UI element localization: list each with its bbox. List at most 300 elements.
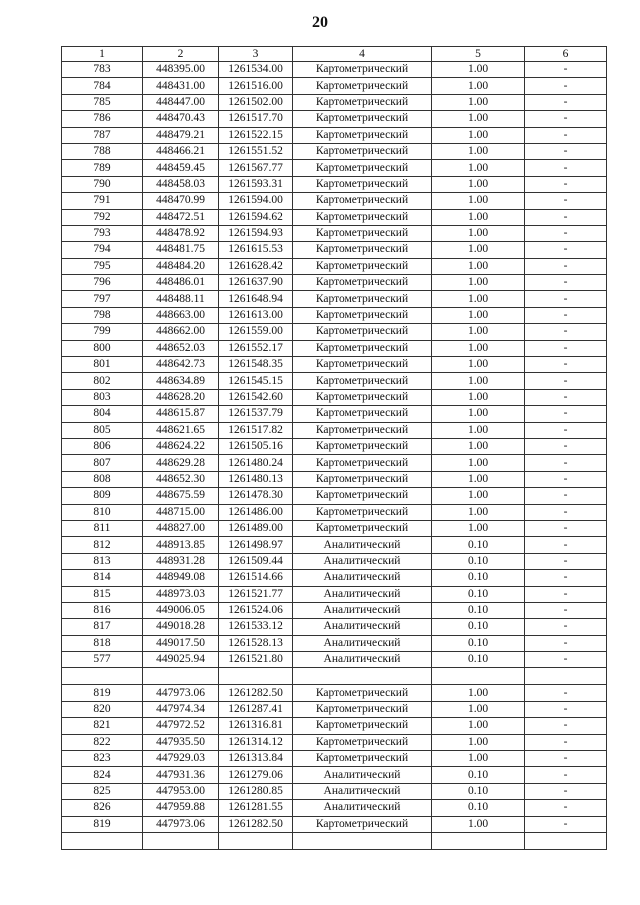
table-row xyxy=(62,406,607,422)
x-coordinate-cell: 448642.73 xyxy=(143,357,219,373)
method-cell: Картометрический xyxy=(293,455,432,471)
x-coordinate-cell: 449006.05 xyxy=(143,602,219,618)
empty-cell xyxy=(143,832,219,849)
table-row xyxy=(62,652,607,668)
note-cell: - xyxy=(525,438,607,454)
table-row xyxy=(62,701,607,717)
accuracy-cell: 1.00 xyxy=(432,406,525,422)
method-cell: Картометрический xyxy=(293,504,432,520)
note-cell: - xyxy=(525,340,607,356)
table-row xyxy=(62,111,607,127)
point-number-cell: 789 xyxy=(62,160,143,176)
x-coordinate-cell: 448629.28 xyxy=(143,455,219,471)
x-coordinate-cell: 448652.30 xyxy=(143,471,219,487)
y-coordinate-cell: 1261521.80 xyxy=(219,652,293,668)
table-row xyxy=(62,258,607,274)
method-cell: Аналитический xyxy=(293,619,432,635)
table-row xyxy=(62,751,607,767)
accuracy-cell: 1.00 xyxy=(432,242,525,258)
point-number-cell: 790 xyxy=(62,176,143,192)
accuracy-cell: 1.00 xyxy=(432,193,525,209)
method-cell: Картометрический xyxy=(293,225,432,241)
accuracy-cell: 1.00 xyxy=(432,324,525,340)
table-row xyxy=(62,783,607,799)
point-number-cell: 820 xyxy=(62,701,143,717)
x-coordinate-cell: 448458.03 xyxy=(143,176,219,192)
note-cell: - xyxy=(525,373,607,389)
note-cell: - xyxy=(525,471,607,487)
method-cell: Картометрический xyxy=(293,193,432,209)
method-cell: Картометрический xyxy=(293,160,432,176)
table-row xyxy=(62,324,607,340)
note-cell: - xyxy=(525,504,607,520)
y-coordinate-cell: 1261316.81 xyxy=(219,718,293,734)
point-number-cell: 795 xyxy=(62,258,143,274)
x-coordinate-cell: 448466.21 xyxy=(143,143,219,159)
y-coordinate-cell: 1261534.00 xyxy=(219,62,293,78)
x-coordinate-cell: 448652.03 xyxy=(143,340,219,356)
x-coordinate-cell: 448931.28 xyxy=(143,553,219,569)
point-number-cell: 815 xyxy=(62,586,143,602)
y-coordinate-cell: 1261521.77 xyxy=(219,586,293,602)
table-row xyxy=(62,422,607,438)
accuracy-cell: 0.10 xyxy=(432,619,525,635)
x-coordinate-cell: 448662.00 xyxy=(143,324,219,340)
note-cell: - xyxy=(525,275,607,291)
empty-cell xyxy=(62,832,143,849)
point-number-cell: 816 xyxy=(62,602,143,618)
note-cell: - xyxy=(525,718,607,734)
point-number-cell: 823 xyxy=(62,751,143,767)
x-coordinate-cell: 448634.89 xyxy=(143,373,219,389)
accuracy-cell: 1.00 xyxy=(432,258,525,274)
y-coordinate-cell: 1261533.12 xyxy=(219,619,293,635)
point-number-cell: 796 xyxy=(62,275,143,291)
accuracy-cell: 1.00 xyxy=(432,455,525,471)
table-row xyxy=(62,586,607,602)
accuracy-cell: 1.00 xyxy=(432,340,525,356)
column-header: 5 xyxy=(432,47,525,62)
x-coordinate-cell: 448628.20 xyxy=(143,389,219,405)
y-coordinate-cell: 1261522.15 xyxy=(219,127,293,143)
method-cell: Картометрический xyxy=(293,438,432,454)
accuracy-cell: 1.00 xyxy=(432,291,525,307)
table-row xyxy=(62,455,607,471)
point-number-cell: 826 xyxy=(62,800,143,816)
note-cell: - xyxy=(525,701,607,717)
method-cell: Картометрический xyxy=(293,357,432,373)
table-row xyxy=(62,800,607,816)
y-coordinate-cell: 1261489.00 xyxy=(219,520,293,536)
point-number-cell: 807 xyxy=(62,455,143,471)
note-cell: - xyxy=(525,324,607,340)
y-coordinate-cell: 1261615.53 xyxy=(219,242,293,258)
note-cell: - xyxy=(525,78,607,94)
method-cell: Картометрический xyxy=(293,520,432,536)
table-row xyxy=(62,488,607,504)
table-row xyxy=(62,373,607,389)
table-row xyxy=(62,537,607,553)
table-row xyxy=(62,275,607,291)
x-coordinate-cell: 447959.88 xyxy=(143,800,219,816)
method-cell: Картометрический xyxy=(293,78,432,94)
method-cell: Картометрический xyxy=(293,389,432,405)
point-number-cell: 793 xyxy=(62,225,143,241)
y-coordinate-cell: 1261567.77 xyxy=(219,160,293,176)
note-cell: - xyxy=(525,160,607,176)
point-number-cell: 819 xyxy=(62,685,143,701)
y-coordinate-cell: 1261281.55 xyxy=(219,800,293,816)
x-coordinate-cell: 449018.28 xyxy=(143,619,219,635)
x-coordinate-cell: 448913.85 xyxy=(143,537,219,553)
y-coordinate-cell: 1261517.70 xyxy=(219,111,293,127)
x-coordinate-cell: 448484.20 xyxy=(143,258,219,274)
accuracy-cell: 1.00 xyxy=(432,718,525,734)
y-coordinate-cell: 1261498.97 xyxy=(219,537,293,553)
point-number-cell: 801 xyxy=(62,357,143,373)
y-coordinate-cell: 1261551.52 xyxy=(219,143,293,159)
point-number-cell: 818 xyxy=(62,635,143,651)
x-coordinate-cell: 448973.03 xyxy=(143,586,219,602)
y-coordinate-cell: 1261279.06 xyxy=(219,767,293,783)
note-cell: - xyxy=(525,143,607,159)
accuracy-cell: 0.10 xyxy=(432,586,525,602)
coordinates-table xyxy=(61,46,607,850)
note-cell: - xyxy=(525,422,607,438)
accuracy-cell: 0.10 xyxy=(432,783,525,799)
point-number-cell: 797 xyxy=(62,291,143,307)
x-coordinate-cell: 448395.00 xyxy=(143,62,219,78)
point-number-cell: 800 xyxy=(62,340,143,356)
point-number-cell: 822 xyxy=(62,734,143,750)
empty-cell xyxy=(219,832,293,849)
x-coordinate-cell: 447931.36 xyxy=(143,767,219,783)
point-number-cell: 804 xyxy=(62,406,143,422)
point-number-cell: 814 xyxy=(62,570,143,586)
point-number-cell: 824 xyxy=(62,767,143,783)
empty-cell xyxy=(525,668,607,685)
table-row xyxy=(62,193,607,209)
point-number-cell: 784 xyxy=(62,78,143,94)
accuracy-cell: 1.00 xyxy=(432,176,525,192)
x-coordinate-cell: 448615.87 xyxy=(143,406,219,422)
accuracy-cell: 1.00 xyxy=(432,78,525,94)
table-row xyxy=(62,438,607,454)
empty-cell xyxy=(219,668,293,685)
point-number-cell: 787 xyxy=(62,127,143,143)
note-cell: - xyxy=(525,455,607,471)
method-cell: Картометрический xyxy=(293,275,432,291)
table-row xyxy=(62,127,607,143)
table-row xyxy=(62,471,607,487)
table-row xyxy=(62,718,607,734)
y-coordinate-cell: 1261548.35 xyxy=(219,357,293,373)
note-cell: - xyxy=(525,635,607,651)
y-coordinate-cell: 1261537.79 xyxy=(219,406,293,422)
accuracy-cell: 1.00 xyxy=(432,734,525,750)
note-cell: - xyxy=(525,685,607,701)
y-coordinate-cell: 1261313.84 xyxy=(219,751,293,767)
x-coordinate-cell: 448621.65 xyxy=(143,422,219,438)
accuracy-cell: 1.00 xyxy=(432,816,525,832)
accuracy-cell: 0.10 xyxy=(432,652,525,668)
accuracy-cell: 1.00 xyxy=(432,438,525,454)
y-coordinate-cell: 1261594.62 xyxy=(219,209,293,225)
accuracy-cell: 1.00 xyxy=(432,504,525,520)
x-coordinate-cell: 448447.00 xyxy=(143,94,219,110)
method-cell: Аналитический xyxy=(293,553,432,569)
method-cell: Картометрический xyxy=(293,488,432,504)
note-cell: - xyxy=(525,127,607,143)
accuracy-cell: 1.00 xyxy=(432,488,525,504)
accuracy-cell: 1.00 xyxy=(432,160,525,176)
table-row xyxy=(62,389,607,405)
accuracy-cell: 1.00 xyxy=(432,685,525,701)
y-coordinate-cell: 1261516.00 xyxy=(219,78,293,94)
table-row xyxy=(62,62,607,78)
note-cell: - xyxy=(525,553,607,569)
note-cell: - xyxy=(525,258,607,274)
point-number-cell: 813 xyxy=(62,553,143,569)
accuracy-cell: 0.10 xyxy=(432,767,525,783)
empty-cell xyxy=(293,668,432,685)
accuracy-cell: 1.00 xyxy=(432,751,525,767)
method-cell: Картометрический xyxy=(293,718,432,734)
empty-cell xyxy=(62,668,143,685)
point-number-cell: 806 xyxy=(62,438,143,454)
table-row xyxy=(62,307,607,323)
x-coordinate-cell: 447935.50 xyxy=(143,734,219,750)
point-number-cell: 805 xyxy=(62,422,143,438)
x-coordinate-cell: 448459.45 xyxy=(143,160,219,176)
empty-cell xyxy=(432,668,525,685)
method-cell: Аналитический xyxy=(293,586,432,602)
note-cell: - xyxy=(525,602,607,618)
x-coordinate-cell: 448470.99 xyxy=(143,193,219,209)
point-number-cell: 803 xyxy=(62,389,143,405)
method-cell: Картометрический xyxy=(293,209,432,225)
method-cell: Картометрический xyxy=(293,422,432,438)
x-coordinate-cell: 448715.00 xyxy=(143,504,219,520)
accuracy-cell: 1.00 xyxy=(432,357,525,373)
page-number: 20 xyxy=(312,14,328,31)
x-coordinate-cell: 448488.11 xyxy=(143,291,219,307)
x-coordinate-cell: 447972.52 xyxy=(143,718,219,734)
table-header-row xyxy=(62,47,607,62)
x-coordinate-cell: 447973.06 xyxy=(143,685,219,701)
note-cell: - xyxy=(525,209,607,225)
empty-cell xyxy=(293,832,432,849)
method-cell: Картометрический xyxy=(293,307,432,323)
x-coordinate-cell: 447953.00 xyxy=(143,783,219,799)
note-cell: - xyxy=(525,652,607,668)
method-cell: Картометрический xyxy=(293,242,432,258)
table-row xyxy=(62,209,607,225)
method-cell: Картометрический xyxy=(293,62,432,78)
table-row xyxy=(62,357,607,373)
accuracy-cell: 1.00 xyxy=(432,701,525,717)
accuracy-cell: 1.00 xyxy=(432,422,525,438)
method-cell: Аналитический xyxy=(293,635,432,651)
method-cell: Картометрический xyxy=(293,373,432,389)
y-coordinate-cell: 1261594.93 xyxy=(219,225,293,241)
method-cell: Картометрический xyxy=(293,471,432,487)
method-cell: Картометрический xyxy=(293,701,432,717)
accuracy-cell: 1.00 xyxy=(432,275,525,291)
y-coordinate-cell: 1261594.00 xyxy=(219,193,293,209)
y-coordinate-cell: 1261517.82 xyxy=(219,422,293,438)
x-coordinate-cell: 448624.22 xyxy=(143,438,219,454)
note-cell: - xyxy=(525,242,607,258)
table-row xyxy=(62,553,607,569)
y-coordinate-cell: 1261528.13 xyxy=(219,635,293,651)
method-cell: Картометрический xyxy=(293,685,432,701)
accuracy-cell: 1.00 xyxy=(432,94,525,110)
note-cell: - xyxy=(525,94,607,110)
column-header: 2 xyxy=(143,47,219,62)
table-row xyxy=(62,242,607,258)
accuracy-cell: 1.00 xyxy=(432,307,525,323)
table-row xyxy=(62,143,607,159)
x-coordinate-cell: 448472.51 xyxy=(143,209,219,225)
note-cell: - xyxy=(525,176,607,192)
table-row xyxy=(62,176,607,192)
x-coordinate-cell: 447974.34 xyxy=(143,701,219,717)
x-coordinate-cell: 448486.01 xyxy=(143,275,219,291)
x-coordinate-cell: 448481.75 xyxy=(143,242,219,258)
y-coordinate-cell: 1261505.16 xyxy=(219,438,293,454)
note-cell: - xyxy=(525,307,607,323)
table-row xyxy=(62,504,607,520)
accuracy-cell: 0.10 xyxy=(432,800,525,816)
x-coordinate-cell: 449025.94 xyxy=(143,652,219,668)
point-number-cell: 810 xyxy=(62,504,143,520)
point-number-cell: 809 xyxy=(62,488,143,504)
note-cell: - xyxy=(525,586,607,602)
point-number-cell: 799 xyxy=(62,324,143,340)
x-coordinate-cell: 447973.06 xyxy=(143,816,219,832)
y-coordinate-cell: 1261478.30 xyxy=(219,488,293,504)
y-coordinate-cell: 1261282.50 xyxy=(219,685,293,701)
point-number-cell: 819 xyxy=(62,816,143,832)
x-coordinate-cell: 448470.43 xyxy=(143,111,219,127)
method-cell: Аналитический xyxy=(293,652,432,668)
y-coordinate-cell: 1261287.41 xyxy=(219,701,293,717)
note-cell: - xyxy=(525,406,607,422)
table-row xyxy=(62,94,607,110)
accuracy-cell: 0.10 xyxy=(432,635,525,651)
point-number-cell: 802 xyxy=(62,373,143,389)
note-cell: - xyxy=(525,800,607,816)
y-coordinate-cell: 1261314.12 xyxy=(219,734,293,750)
x-coordinate-cell: 449017.50 xyxy=(143,635,219,651)
method-cell: Аналитический xyxy=(293,602,432,618)
note-cell: - xyxy=(525,520,607,536)
accuracy-cell: 1.00 xyxy=(432,225,525,241)
y-coordinate-cell: 1261542.60 xyxy=(219,389,293,405)
x-coordinate-cell: 448663.00 xyxy=(143,307,219,323)
accuracy-cell: 1.00 xyxy=(432,471,525,487)
accuracy-cell: 1.00 xyxy=(432,127,525,143)
y-coordinate-cell: 1261637.90 xyxy=(219,275,293,291)
accuracy-cell: 1.00 xyxy=(432,373,525,389)
y-coordinate-cell: 1261648.94 xyxy=(219,291,293,307)
y-coordinate-cell: 1261480.13 xyxy=(219,471,293,487)
point-number-cell: 808 xyxy=(62,471,143,487)
y-coordinate-cell: 1261486.00 xyxy=(219,504,293,520)
point-number-cell: 821 xyxy=(62,718,143,734)
column-header: 6 xyxy=(525,47,607,62)
note-cell: - xyxy=(525,783,607,799)
method-cell: Картометрический xyxy=(293,816,432,832)
method-cell: Аналитический xyxy=(293,767,432,783)
x-coordinate-cell: 448949.08 xyxy=(143,570,219,586)
table-row xyxy=(62,685,607,701)
point-number-cell: 811 xyxy=(62,520,143,536)
method-cell: Аналитический xyxy=(293,800,432,816)
note-cell: - xyxy=(525,225,607,241)
table-row xyxy=(62,602,607,618)
y-coordinate-cell: 1261480.24 xyxy=(219,455,293,471)
x-coordinate-cell: 447929.03 xyxy=(143,751,219,767)
method-cell: Аналитический xyxy=(293,570,432,586)
y-coordinate-cell: 1261628.42 xyxy=(219,258,293,274)
point-number-cell: 785 xyxy=(62,94,143,110)
column-header: 3 xyxy=(219,47,293,62)
note-cell: - xyxy=(525,111,607,127)
note-cell: - xyxy=(525,488,607,504)
x-coordinate-cell: 448431.00 xyxy=(143,78,219,94)
y-coordinate-cell: 1261613.00 xyxy=(219,307,293,323)
note-cell: - xyxy=(525,62,607,78)
y-coordinate-cell: 1261509.44 xyxy=(219,553,293,569)
note-cell: - xyxy=(525,193,607,209)
table-row xyxy=(62,767,607,783)
accuracy-cell: 1.00 xyxy=(432,62,525,78)
x-coordinate-cell: 448479.21 xyxy=(143,127,219,143)
empty-cell xyxy=(525,832,607,849)
note-cell: - xyxy=(525,619,607,635)
method-cell: Аналитический xyxy=(293,783,432,799)
table-row xyxy=(62,520,607,536)
method-cell: Картометрический xyxy=(293,111,432,127)
x-coordinate-cell: 448827.00 xyxy=(143,520,219,536)
method-cell: Картометрический xyxy=(293,324,432,340)
empty-cell xyxy=(432,832,525,849)
method-cell: Картометрический xyxy=(293,127,432,143)
point-number-cell: 792 xyxy=(62,209,143,225)
note-cell: - xyxy=(525,570,607,586)
x-coordinate-cell: 448675.59 xyxy=(143,488,219,504)
note-cell: - xyxy=(525,816,607,832)
accuracy-cell: 0.10 xyxy=(432,537,525,553)
table-row xyxy=(62,225,607,241)
accuracy-cell: 1.00 xyxy=(432,520,525,536)
point-number-cell: 783 xyxy=(62,62,143,78)
table-row xyxy=(62,619,607,635)
point-number-cell: 817 xyxy=(62,619,143,635)
method-cell: Картометрический xyxy=(293,751,432,767)
note-cell: - xyxy=(525,767,607,783)
column-header: 4 xyxy=(293,47,432,62)
accuracy-cell: 1.00 xyxy=(432,111,525,127)
method-cell: Картометрический xyxy=(293,340,432,356)
point-number-cell: 786 xyxy=(62,111,143,127)
method-cell: Картометрический xyxy=(293,406,432,422)
y-coordinate-cell: 1261282.50 xyxy=(219,816,293,832)
column-header: 1 xyxy=(62,47,143,62)
note-cell: - xyxy=(525,751,607,767)
